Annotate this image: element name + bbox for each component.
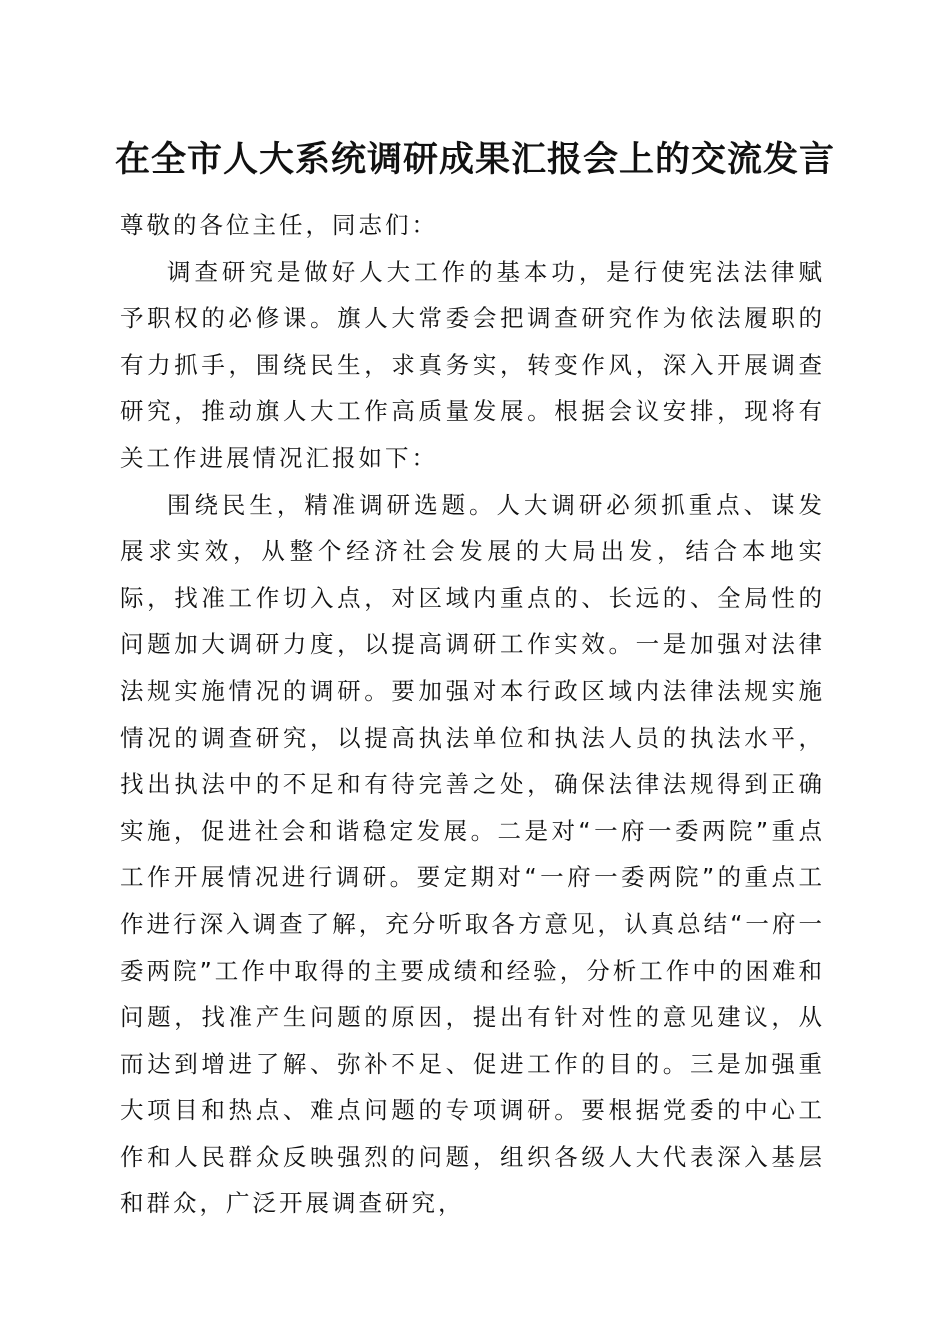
paragraph-intro: 调查研究是做好人大工作的基本功，是行使宪法法律赋予职权的必修课。旗人大常委会把调查研究作为依法履职的有力抓手，围绕民生，求真务实，转变作风，深入开展调查研究，推动旗人大工作高质量发展。根据会议安排，现将有关工作进展情况汇报如下：: [120, 257, 825, 472]
salutation: 尊敬的各位主任，同志们：: [120, 211, 438, 239]
document-body: [120, 202, 825, 1227]
document-title: 在全市人大系统调研成果汇报会上的交流发言: [114, 139, 835, 180]
paragraph-research-topics: 围绕民生，精准调研选题。人大调研必须抓重点、谋发展求实效，从整个经济社会发展的大局出发，结合本地实际，找准工作切入点，对区域内重点的、长远的、全局性的问题加大调研力度，以提高调研工作实效。一是加强对法律法规实施情况的调研。要加强对本行政区域内法律法规实施情况的调查研究，以提高执法单位和执法人员的执法水平，找出执法中的不足和有待完善之处，确保法律法规得到正确实施，促进社会和谐稳定发展。二是对“一府一委两院”重点工作开展情况进行调研。要定期对“一府一委两院”的重点工作进行深入调查了解，充分听取各方意见，认真总结“一府一委两院”工作中取得的主要成绩和经验，分析工作中的困难和问题，找准产生问题的原因，提出有针对性的意见建议，从而达到增进了解、弥补不足、促进工作的目的。三是加强重大项目和热点、难点问题的专项调研。要根据党委的中心工作和人民群众反映强烈的问题，组织各级人大代表深入基层和群众，广泛开展调查研究，: [120, 490, 825, 1218]
